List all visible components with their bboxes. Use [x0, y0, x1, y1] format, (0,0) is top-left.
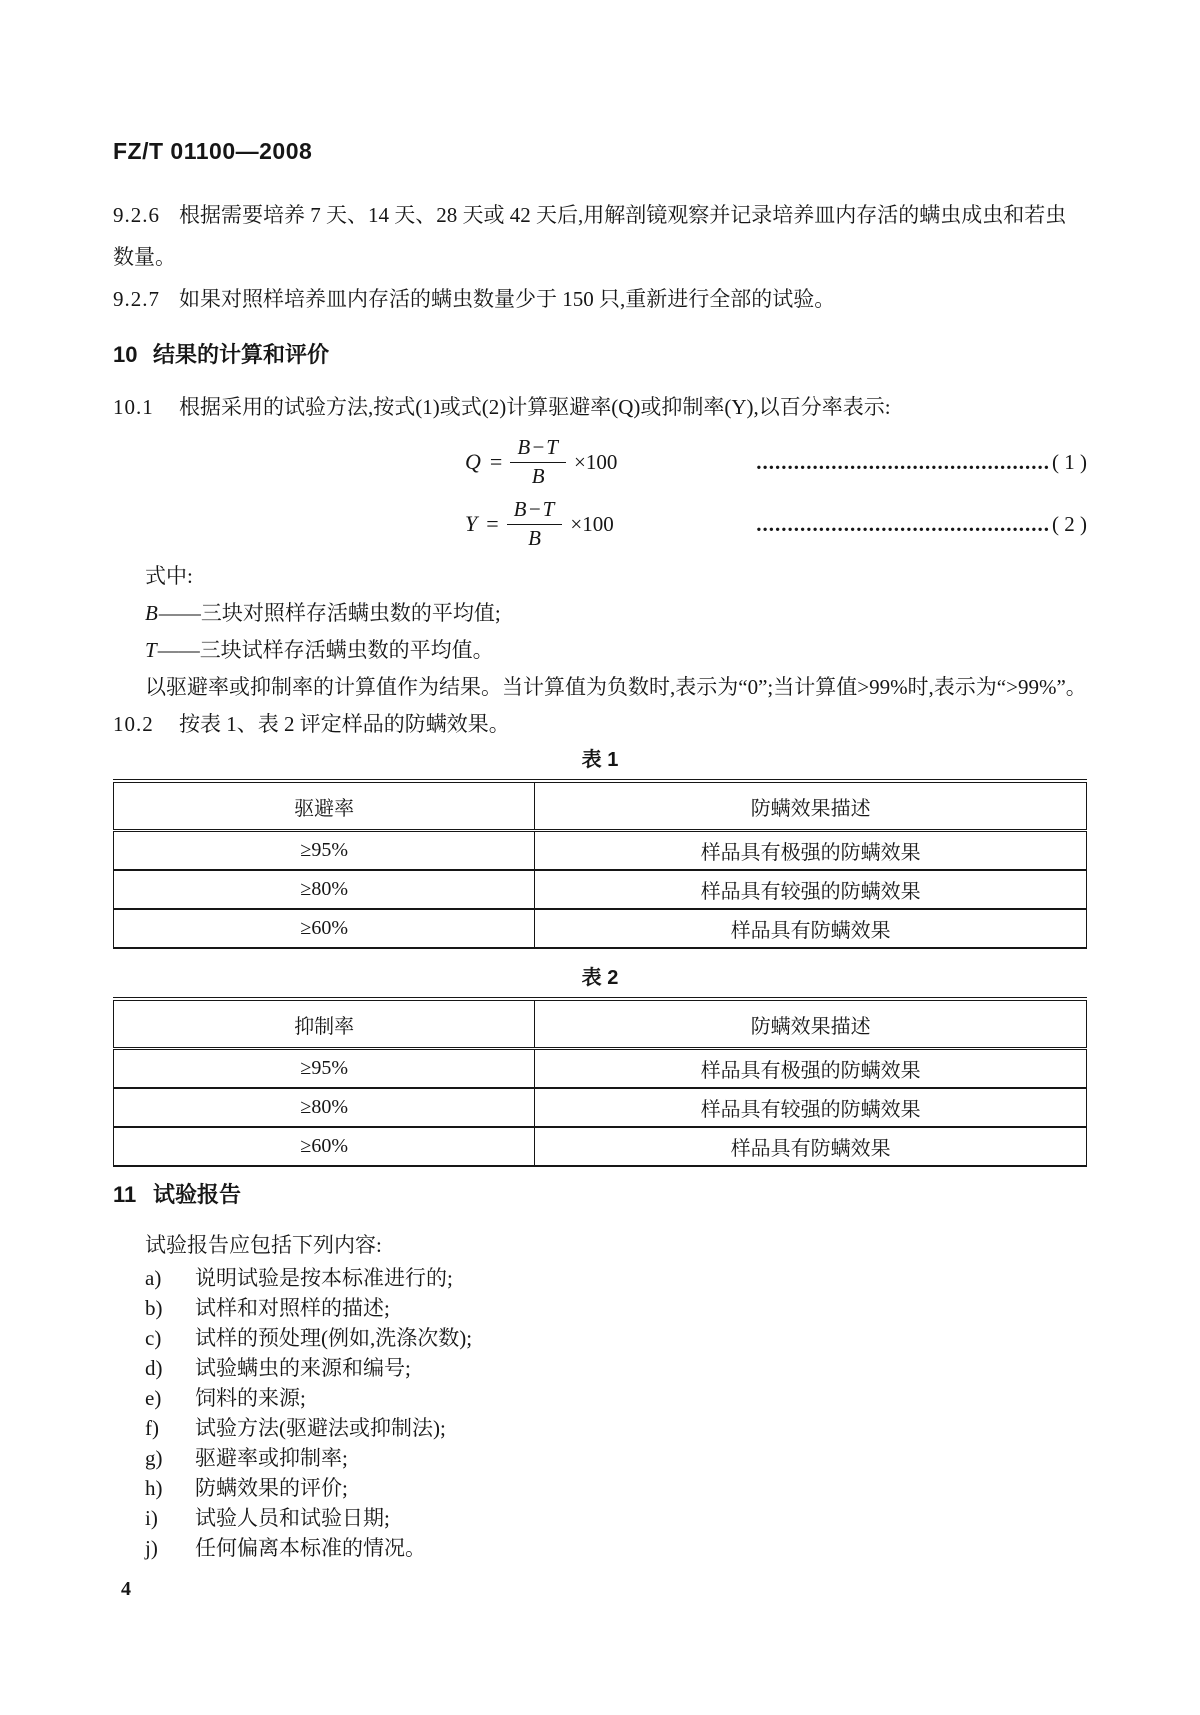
dash: ——	[157, 638, 200, 662]
symbol: T	[145, 638, 158, 662]
formula-lhs: Y	[465, 511, 479, 536]
report-item-text: 任何偏离本标准的情况。	[195, 1536, 426, 1560]
report-item-text: 试样和对照样的描述;	[195, 1296, 390, 1320]
report-list-item	[145, 1353, 1087, 1383]
multiplier: ×100	[574, 449, 618, 474]
report-list-item	[145, 1473, 1087, 1503]
report-item-label: g)	[145, 1446, 163, 1470]
report-item-text: 饲料的来源;	[195, 1386, 306, 1410]
standard-number-header: FZ/T 01100—2008	[113, 138, 313, 164]
table-row	[114, 909, 1087, 948]
report-item-text: 试验螨虫的来源和编号;	[195, 1356, 411, 1380]
table-row	[114, 870, 1087, 909]
dash: ——	[158, 601, 201, 625]
section-title: 试验报告	[153, 1182, 242, 1207]
report-list-item	[145, 1443, 1087, 1473]
table-cell: ≥60%	[114, 1127, 535, 1166]
clause-text: 按表 1、表 2 评定样品的防螨效果。	[179, 712, 510, 736]
report-list-item	[145, 1323, 1087, 1353]
section-number: 10	[113, 342, 138, 367]
table-row	[114, 831, 1087, 871]
report-list-item	[145, 1293, 1087, 1323]
report-item-text: 试验方法(驱避法或抑制法);	[195, 1416, 446, 1440]
report-item-label: b)	[145, 1296, 163, 1320]
report-list-item	[145, 1383, 1087, 1413]
clause-number: 9.2.7	[113, 287, 160, 311]
report-list-item	[145, 1503, 1087, 1533]
clause-number: 9.2.6	[113, 203, 160, 227]
multiplier: ×100	[570, 511, 614, 536]
report-item-text: 试样的预处理(例如,洗涤次数);	[195, 1326, 473, 1350]
fraction	[507, 498, 563, 549]
paragraph-10-1	[113, 386, 1087, 428]
fraction-numerator: B−T	[507, 498, 563, 524]
column-header: 防螨效果描述	[535, 781, 1087, 831]
table-row	[114, 1049, 1087, 1089]
table-1	[113, 779, 1087, 949]
table-cell: 样品具有防螨效果	[535, 909, 1087, 948]
report-list-item	[145, 1413, 1087, 1443]
symbol-description: 三块对照样存活螨虫数的平均值;	[200, 601, 501, 625]
section-title: 结果的计算和评价	[153, 342, 330, 367]
table-1-caption: 表 1	[581, 749, 619, 771]
section-11-heading	[113, 1179, 1087, 1211]
fraction-numerator: B−T	[510, 436, 566, 462]
page-number: 4	[121, 1578, 131, 1600]
report-item-label: e)	[145, 1386, 162, 1410]
report-item-label: f)	[145, 1416, 159, 1440]
equals-sign: =	[486, 511, 499, 536]
section-10-heading	[113, 334, 1087, 376]
fraction-denominator: B	[528, 525, 541, 550]
formula-number: ( 2 )	[1052, 511, 1087, 536]
table-cell: ≥80%	[114, 1088, 535, 1127]
symbol-description: 三块试样存活螨虫数的平均值。	[199, 638, 494, 662]
table-row	[114, 1127, 1087, 1166]
table-2-caption: 表 2	[581, 967, 619, 989]
table-cell: ≥95%	[114, 1049, 535, 1089]
table-header-row	[114, 999, 1087, 1049]
symbol: B	[145, 601, 159, 625]
report-intro: 试验报告应包括下列内容:	[145, 1233, 382, 1257]
report-item-text: 试验人员和试验日期;	[195, 1506, 390, 1530]
where-item-B	[145, 595, 1087, 632]
clause-text: 根据需要培养 7 天、14 天、28 天或 42 天后,用解剖镜观察并记录培养皿内存活的螨虫成虫和若虫数量。	[113, 203, 1067, 269]
clause-text: 根据采用的试验方法,按式(1)或式(2)计算驱避率(Q)或抑制率(Y),以百分率表示:	[179, 395, 891, 419]
column-header: 驱避率	[114, 781, 535, 831]
report-item-text: 防螨效果的评价;	[195, 1476, 348, 1500]
formula-lhs: Q	[465, 449, 482, 474]
table-cell: 样品具有极强的防螨效果	[535, 1049, 1087, 1089]
table-cell: 样品具有较强的防螨效果	[535, 870, 1087, 909]
section-number: 11	[113, 1182, 137, 1207]
report-item-label: h)	[145, 1476, 163, 1500]
report-item-label: i)	[145, 1506, 158, 1530]
report-item-label: j)	[145, 1536, 158, 1560]
report-list-item	[145, 1263, 1087, 1293]
formula-number: ( 1 )	[1052, 449, 1087, 474]
table-row	[114, 1088, 1087, 1127]
dot-leader: ...............................................	[756, 452, 1050, 472]
paragraph-9-2-6	[113, 194, 1087, 278]
table-cell: ≥60%	[114, 909, 535, 948]
table-2	[113, 997, 1087, 1167]
fraction	[510, 436, 566, 487]
dot-leader: ...............................................	[756, 514, 1050, 534]
result-note: 以驱避率或抑制率的计算值作为结果。当计算值为负数时,表示为“0”;当计算值>99%时,表示为“>99%”。	[145, 675, 1087, 699]
formula-1	[113, 436, 1087, 488]
page-content	[113, 138, 1087, 1563]
formula-1-expression	[465, 436, 617, 487]
formula-2-leader	[756, 512, 1087, 537]
fraction-denominator: B	[531, 463, 545, 488]
paragraph-9-2-7	[113, 278, 1087, 320]
table-header-row	[114, 781, 1087, 831]
report-list-item	[145, 1533, 1087, 1563]
formula-block	[113, 436, 1087, 550]
report-item-label: a)	[145, 1266, 162, 1290]
report-item-text: 说明试验是按本标准进行的;	[195, 1266, 453, 1290]
table-cell: 样品具有防螨效果	[535, 1127, 1087, 1166]
table-cell: ≥95%	[114, 831, 535, 871]
table-cell: 样品具有极强的防螨效果	[535, 831, 1087, 871]
paragraph-10-2	[113, 706, 1087, 743]
table-cell: 样品具有较强的防螨效果	[535, 1088, 1087, 1127]
formula-1-leader	[756, 450, 1087, 475]
formula-2-expression	[465, 498, 614, 549]
equals-sign: =	[489, 449, 503, 474]
table-cell: ≥80%	[114, 870, 535, 909]
column-header: 抑制率	[114, 999, 535, 1049]
clause-number: 10.2	[113, 712, 154, 736]
column-header: 防螨效果描述	[535, 999, 1087, 1049]
where-label: 式中:	[145, 564, 193, 588]
report-item-list	[113, 1263, 1087, 1563]
clause-number: 10.1	[113, 395, 154, 419]
clause-text: 如果对照样培养皿内存活的螨虫数量少于 150 只,重新进行全部的试验。	[179, 287, 836, 311]
report-item-label: d)	[145, 1356, 163, 1380]
formula-2	[113, 498, 1087, 550]
where-item-T	[145, 632, 1087, 669]
report-item-label: c)	[145, 1326, 162, 1350]
report-item-text: 驱避率或抑制率;	[195, 1446, 348, 1470]
